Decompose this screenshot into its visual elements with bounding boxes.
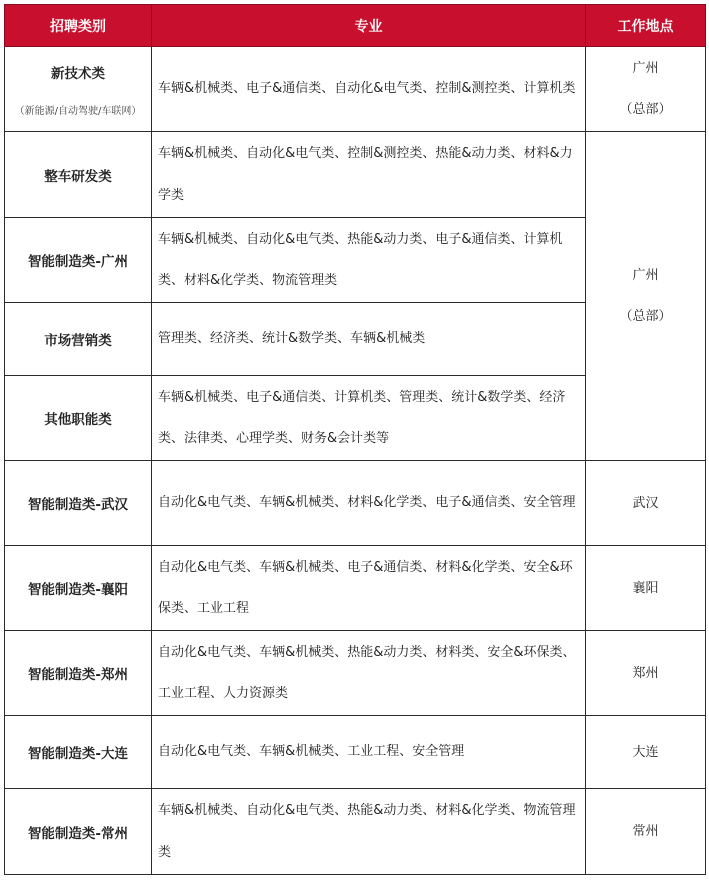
table-row [5,631,706,716]
category-cell: 智能制造类-大连 [5,716,152,789]
table-row [5,47,706,132]
major-cell: 车辆&机械类、自动化&电气类、热能&动力类、材料&化学类、物流管理类 [152,789,586,875]
header-major: 专业 [152,5,586,47]
table-row [5,546,706,631]
category-cell: 其他职能类 [5,376,152,461]
category-cell: 智能制造类-武汉 [5,461,152,546]
location-cell: 常州 [586,789,706,875]
category-cell: 整车研发类 [5,132,152,218]
header-category: 招聘类别 [5,5,152,47]
recruitment-table [4,4,706,875]
location-cell [586,47,706,132]
header-row [5,5,706,47]
major-cell: 车辆&机械类、自动化&电气类、控制&测控类、热能&动力类、材料&力学类 [152,132,586,218]
recruitment-table-container [4,4,705,875]
location-cell: 郑州 [586,631,706,716]
category-cell: 智能制造类-常州 [5,789,152,875]
location-sublabel: （总部） [619,309,672,324]
table-row [5,789,706,875]
category-cell: 智能制造类-郑州 [5,631,152,716]
location-sublabel: （总部） [619,102,672,117]
location-cell: 襄阳 [586,546,706,631]
major-cell: 自动化&电气类、车辆&机械类、材料&化学类、电子&通信类、安全管理 [152,461,586,546]
category-cell [5,47,152,132]
table-row [5,461,706,546]
table-row [5,716,706,789]
location-cell-merged [586,132,706,461]
category-label: 新技术类 [51,65,105,82]
location-cell: 武汉 [586,461,706,546]
major-cell: 车辆&机械类、自动化&电气类、热能&动力类、电子&通信类、计算机类、材料&化学类、物流管理类 [152,218,586,303]
major-cell: 自动化&电气类、车辆&机械类、工业工程、安全管理 [152,716,586,789]
category-sublabel: （新能源/自动驾驶/车联网） [14,105,142,117]
category-cell: 智能制造类-襄阳 [5,546,152,631]
category-cell: 智能制造类-广州 [5,218,152,303]
header-location: 工作地点 [586,5,706,47]
major-cell: 车辆&机械类、电子&通信类、计算机类、管理类、统计&数学类、经济类、法律类、心理学类、财务&会计类等 [152,376,586,461]
location-label: 广州 [632,268,659,283]
category-cell: 市场营销类 [5,303,152,376]
major-cell: 自动化&电气类、车辆&机械类、热能&动力类、材料类、安全&环保类、工业工程、人力资源类 [152,631,586,716]
location-label: 广州 [632,61,659,76]
major-cell: 车辆&机械类、电子&通信类、自动化&电气类、控制&测控类、计算机类 [152,47,586,132]
major-cell: 自动化&电气类、车辆&机械类、电子&通信类、材料&化学类、安全&环保类、工业工程 [152,546,586,631]
major-cell: 管理类、经济类、统计&数学类、车辆&机械类 [152,303,586,376]
table-row [5,132,706,218]
location-cell: 大连 [586,716,706,789]
